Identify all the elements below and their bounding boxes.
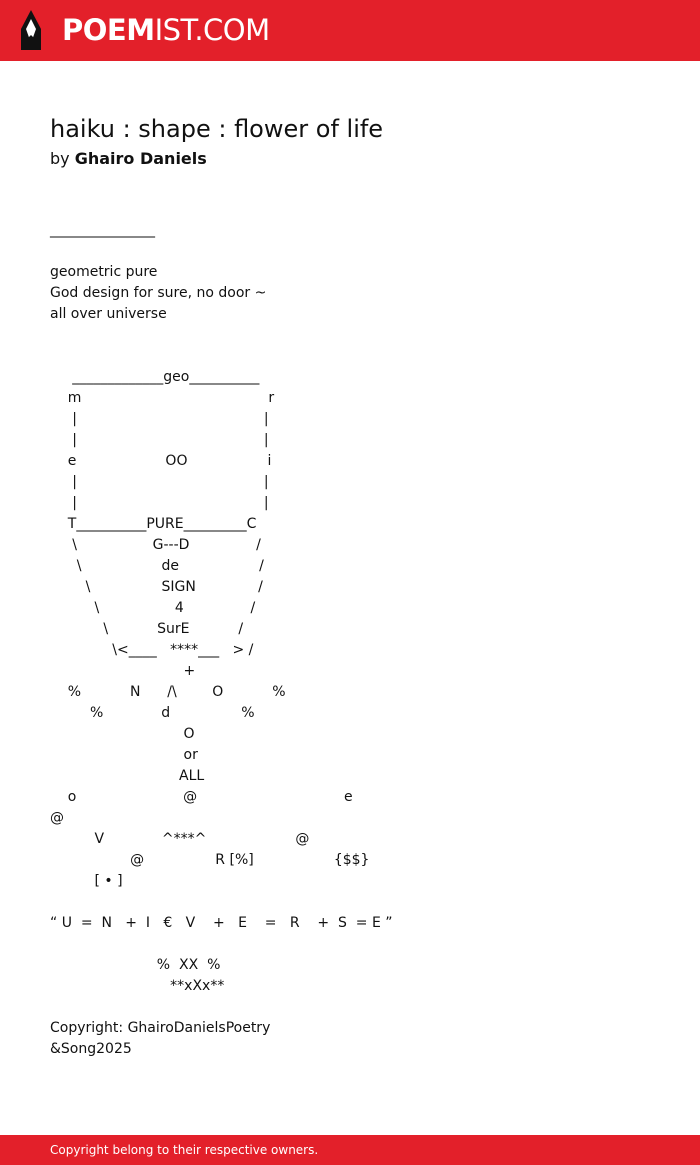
site-logo-text[interactable] — [62, 12, 270, 48]
by-prefix: by — [50, 149, 70, 168]
poem-body: _______________ geometric pure God design for sure, no door ~ all over universe _____________geo__________ m r | | | | e OO i | | | | T__________PURE_________C \ G---D / \ de / \ SIGN / \ 4 / \ SurE / \<____ ****___ > / + % N /\ O % % d % O or ALL o @ e @ V ^***^ @ @ R [%] {$$} [ • ] “ U = N + I € V + E = R + S = E ” % XX % **xXx** Copyright: GhairoDanielsPoetry &Song2025 — [50, 222, 393, 1057]
author-link[interactable]: Ghairo Daniels — [74, 149, 207, 168]
poem-header — [50, 110, 670, 170]
site-header — [0, 0, 700, 61]
brand-light: IST.COM — [154, 13, 270, 47]
pen-nib-icon[interactable] — [18, 9, 44, 51]
site-footer — [0, 1135, 700, 1165]
footer-copyright: Copyright belong to their respective owners. — [50, 1143, 319, 1157]
brand-bold: POEM — [62, 13, 155, 47]
poem-title: haiku : shape : flower of life — [50, 115, 384, 143]
byline — [50, 148, 670, 170]
